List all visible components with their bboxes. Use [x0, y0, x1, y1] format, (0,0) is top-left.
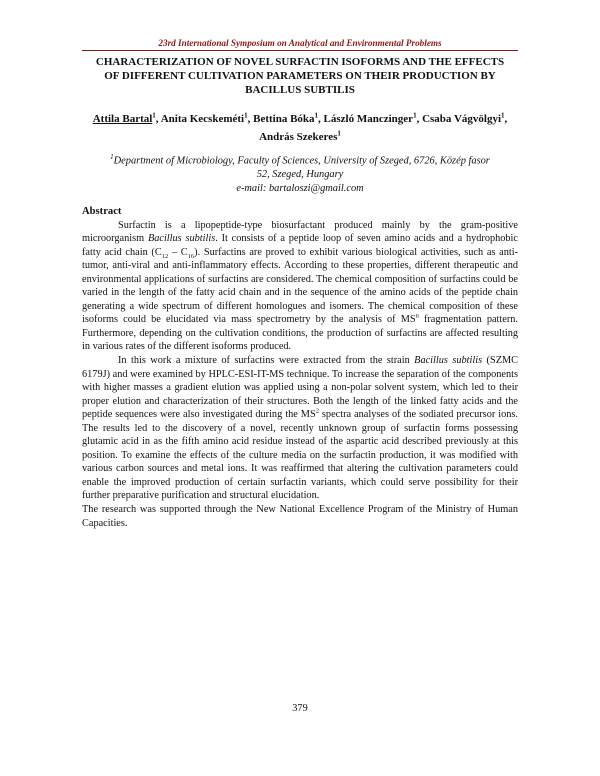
page-number: 379 [292, 703, 308, 714]
author: András Szekeres$^1$ [259, 129, 341, 144]
author-list [82, 108, 518, 145]
author-email: e-mail: bartaloszi@gmail.com [236, 183, 364, 195]
conference-header: 23rd International Symposium on Analytical and Environmental Problems [158, 38, 442, 48]
abstract-paragraph-1: Surfactin is a lipopeptide-type biosurfactant produced mainly by the gram-positive microorganism Bacillus subtilis. It consists of a peptide loop of seven amino acids and a hydrophobic fatty acid chain $(C_{12} - C_{16})$. Surfactins are proved to exhibit various biological activities, such as anti-tumor, anti-viral and anti-inflammatory effects. According to these properties, different therapeutic and environmental applications of surfactins are considered. The chemical composition of surfactins could be varied in the length of the fatty acid chain and in the sequence of the amino acids of the peptide chain generating a wide spectrum of different homologues and isomers. The chemical composition of these isoforms could be elucidated via mass spectrometry by the analysis of $MS^n$ fragmentation pattern. Furthermore, depending on the cultivation conditions, the production of surfactins are affected resulting in various rates of the different isoforms produced. [82, 219, 518, 353]
abstract-paragraph-2: In this work a mixture of surfactins were extracted from the strain Bacillus subtilis (SZMC 6179J) and were examined by HPLC-ESI-IT-MS technique. To increase the separation of the components with higher masses a gradient elution was applied using a non-polar solvent system, which led to their proper elution and characterization of their structures. Both the length of the linked fatty acids and the peptide sequences were also investigated during the $MS^2$ spectra analyses of the sodiated precursor ions. The results led to the discovery of a novel, recently unknown group of surfactin forms possessing glutamic acid in as the fifth amino acid residue instead of the aspartic acid described previously at this position. To examine the effects of the culture media on the surfactin production, it was modified with various carbon sources and metal ions. It was reaffirmed that altering the cultivation parameters could enable the improved production of certain surfactin variants, which could serve possibility for their further preparative purification and structural elucidation. [82, 355, 519, 502]
title-line-3: BACILLUS SUBTILIS [245, 84, 355, 96]
author: Bettina Bóka$^1$, [253, 111, 324, 125]
paper-title [82, 55, 518, 97]
affiliation-line-1: $^1$Department of Microbiology, Faculty of Sciences, University of Szeged, 6726, Közép fasor [110, 153, 490, 167]
affiliation-line-2: 52, Szeged, Hungary [256, 169, 344, 181]
abstract-heading: Abstract [82, 206, 122, 217]
acknowledgement: The research was supported through the New National Excellence Program of the Ministry of Human Capacities. [82, 504, 518, 529]
affiliation [82, 150, 518, 196]
header-divider [82, 50, 518, 51]
abstract-body [82, 205, 518, 530]
author: Attila Bartal$^1$, [92, 111, 161, 125]
title-line-1: CHARACTERIZATION OF NOVEL SURFACTIN ISOFORMS AND THE EFFECTS [95, 56, 505, 68]
author: Anita Kecskeméti$^1$, [160, 111, 254, 125]
author: Csaba Vágvölgyi$^1$, [422, 111, 508, 125]
title-line-2: OF DIFFERENT CULTIVATION PARAMETERS ON THEIR PRODUCTION BY [104, 70, 496, 82]
author: László Manczinger$^1$, [323, 111, 423, 125]
